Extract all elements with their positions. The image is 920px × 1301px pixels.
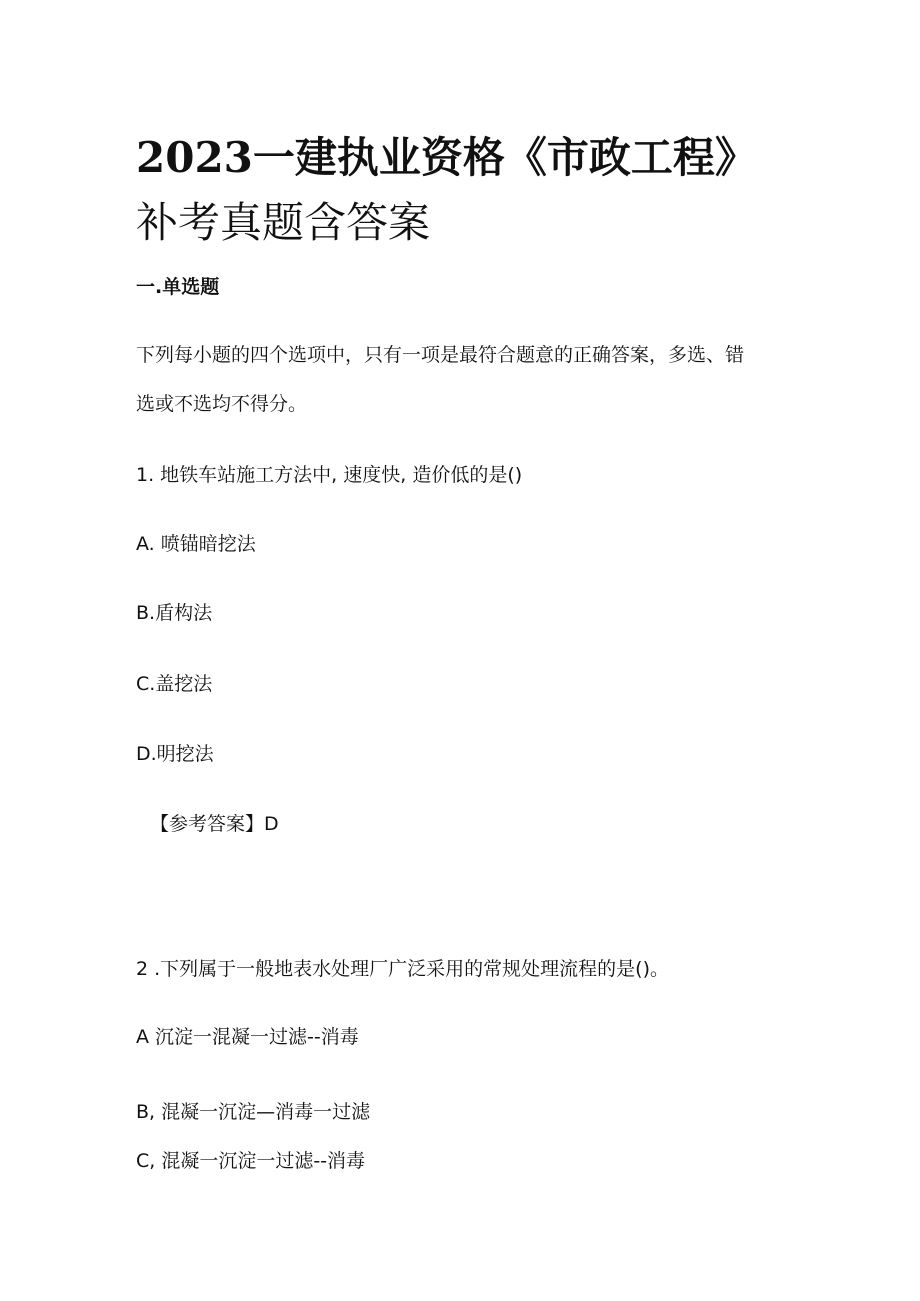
question-1-option-d: D.明挖法 bbox=[136, 743, 214, 765]
document-title-line2: 补考真题含答案 bbox=[136, 198, 431, 247]
question-2-option-b: B, 混凝一沉淀—消毒一过滤 bbox=[136, 1101, 371, 1123]
question-2-option-a: A 沉淀一混凝一过滤--消毒 bbox=[136, 1026, 359, 1048]
section-heading: 一.单选题 bbox=[136, 276, 220, 298]
question-1-answer: 【参考答案】D bbox=[150, 813, 279, 835]
question-1-option-b: B.盾构法 bbox=[136, 602, 213, 624]
question-1-option-c: C.盖挖法 bbox=[136, 673, 213, 695]
document-title-line1: 2023一建执业资格《市政工程》 bbox=[136, 133, 757, 182]
question-1-stem: 1. 地铁车站施工方法中, 速度快, 造价低的是() bbox=[136, 464, 523, 486]
question-2-stem: 2 .下列属于一般地表水处理厂广泛采用的常规处理流程的是()。 bbox=[136, 958, 669, 980]
question-2-option-c: C, 混凝一沉淀一过滤--消毒 bbox=[136, 1150, 366, 1172]
instructions-line1: 下列每小题的四个选项中，只有一项是最符合题意的正确答案，多选、错 bbox=[136, 344, 745, 366]
instructions-line2: 选或不选均不得分。 bbox=[136, 393, 308, 415]
question-1-option-a: A. 喷锚暗挖法 bbox=[136, 533, 256, 555]
